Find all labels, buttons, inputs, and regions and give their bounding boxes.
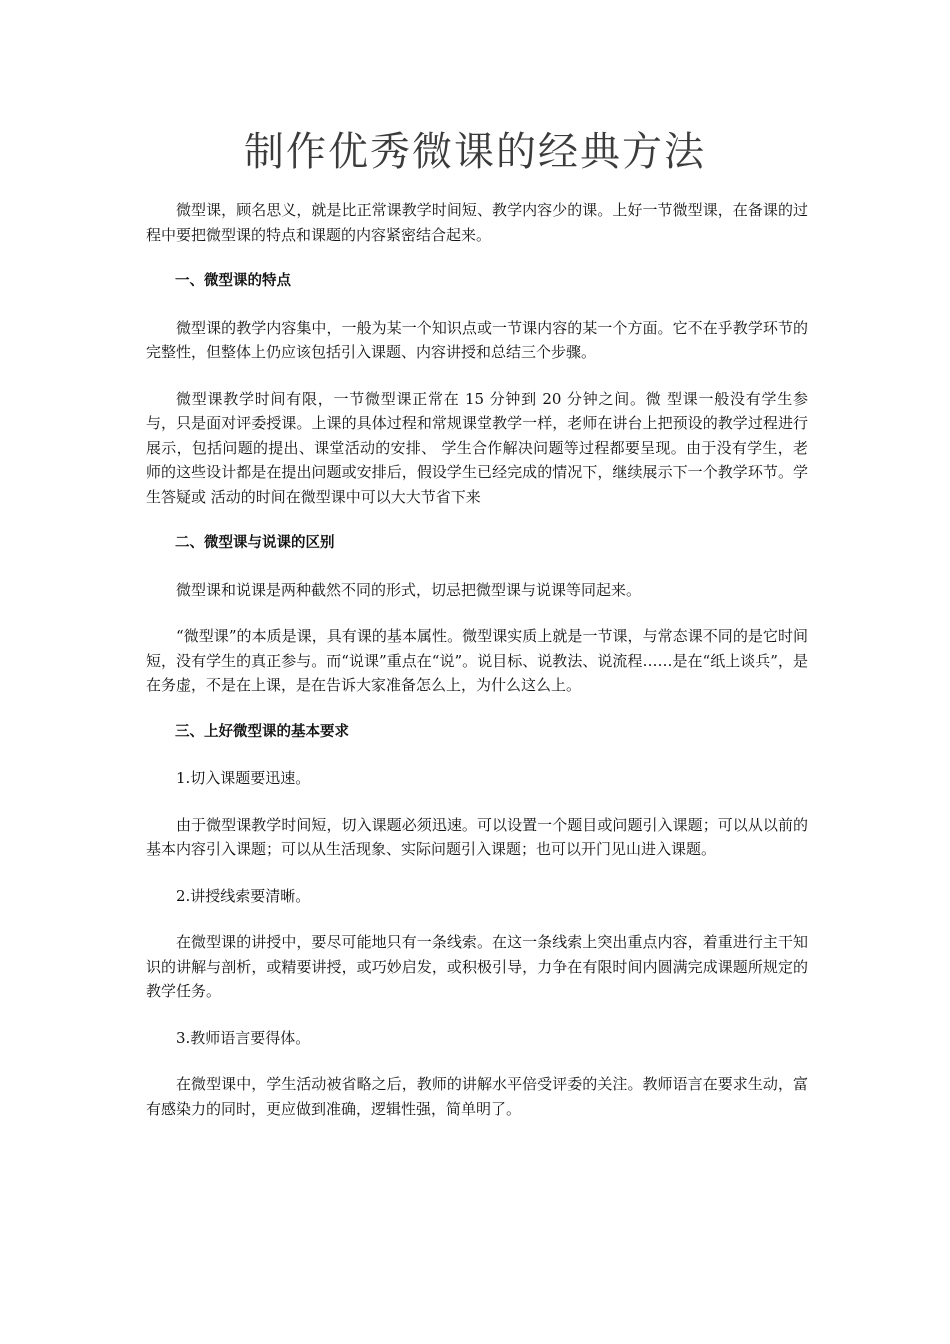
paragraph: 微型课的教学内容集中，一般为某一个知识点或一节课内容的某一个方面。它不在乎教学环节的完整性，但整体上仍应该包括引入课题、内容讲授和总结三个步骤。 xyxy=(146,318,808,361)
list-item-title: 2.讲授线索要清晰。 xyxy=(176,886,311,905)
list-item-title: 1.切入课题要迅速。 xyxy=(176,769,311,787)
list-item-title: 3.教师语言要得体。 xyxy=(176,1028,311,1047)
document-title: 制作优秀微课的经典方法 xyxy=(244,129,706,175)
section-heading-difference: 二、微型课与说课的区别 xyxy=(175,535,335,551)
section-heading-features: 一、微型课的特点 xyxy=(175,273,291,289)
paragraph: 由于微型课教学时间短，切入课题必须迅速。可以设置一个题目或问题引入课题；可以从以前的基本内容引入课题；可以从生活现象、实际问题引入课题；也可以开门见山进入课题。 xyxy=(146,815,808,858)
document-body xyxy=(146,198,808,1121)
intro-paragraph: 微型课，顾名思义，就是比正常课教学时间短、教学内容少的课。上好一节微型课，在备课的过程中要把微型课的特点和课题的内容紧密结合起来。 xyxy=(146,201,808,244)
paragraph: “微型课”的本质是课，具有课的基本属性。微型课实质上就是一节课，与常态课不同的是它时间短，没有学生的真正参与。而“说课”重点在“说”。说目标、说教法、说流程……是在“纸上谈兵”，是在务虚，不是在上课，是在告诉大家准备怎么上，为什么这么上。 xyxy=(146,627,808,694)
paragraph: 微型课教学时间有限，一节微型课正常在 15 分钟到 20 分钟之间。微 型课一般没有学生参与，只是面对评委授课。上课的具体过程和常规课堂教学一样，老师在讲台上把预设的教学过程进行展示，包括问题的提出、课堂活动的安排、 学生合作解决问题等过程都要呈现。由于没有学生，老师的这些设计都是在提出问题或安排后，假设学生已经完成的情况下，继续展示下一个教学环节。学生答疑或 活动的时间在微型课中可以大大节省下来 xyxy=(146,389,808,506)
paragraph: 在微型课的讲授中，要尽可能地只有一条线索。在这一条线索上突出重点内容，着重进行主干知识的讲解与剖析，或精要讲授，或巧妙启发，或积极引导，力争在有限时间内圆满完成课题所规定的教学任务。 xyxy=(146,933,808,1000)
section-heading-requirements: 三、上好微型课的基本要求 xyxy=(175,723,349,740)
paragraph: 微型课和说课是两种截然不同的形式，切忌把微型课与说课等同起来。 xyxy=(176,580,642,599)
paragraph: 在微型课中，学生活动被省略之后，教师的讲解水平倍受评委的关注。教师语言在要求生动，富有感染力的同时，更应做到准确，逻辑性强，简单明了。 xyxy=(146,1075,808,1118)
